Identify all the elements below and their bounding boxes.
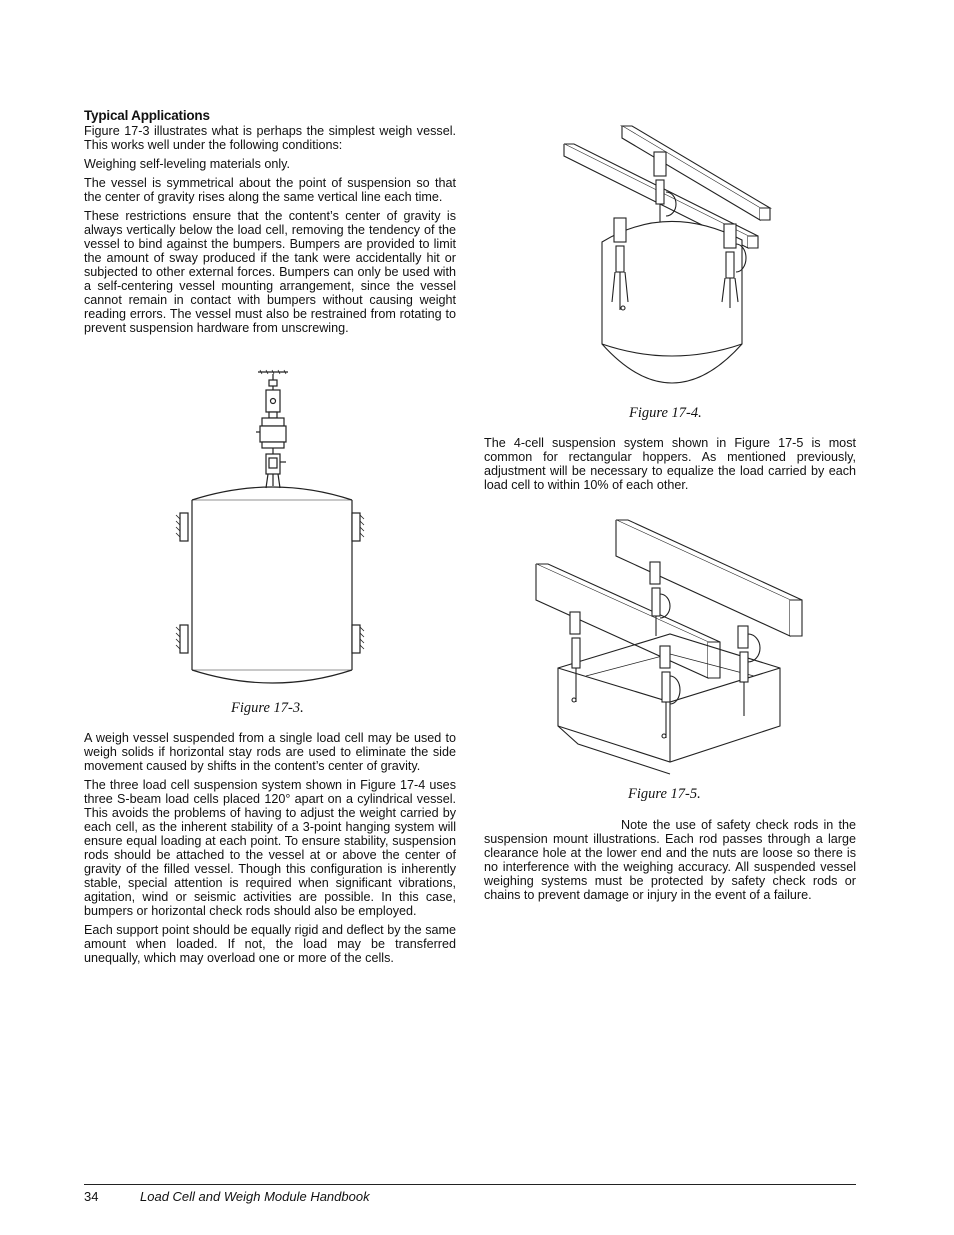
paragraph: The 4-cell suspension system shown in Figure 17-5 is most common for rectangular hoppers. As mentioned previously, adjustment will be necessary to equalize the load carried by each load cell to within 10% of each other. bbox=[484, 436, 856, 492]
figure-17-5-illustration bbox=[530, 516, 810, 776]
left-column-upper bbox=[84, 109, 456, 340]
figure-17-4-caption: Figure 17-4. bbox=[629, 405, 702, 421]
paragraph: A weigh vessel suspended from a single load cell may be used to weigh solids if horizontal stay rods are used to eliminate the side movement caused by shifts in the content’s center of gravity. bbox=[84, 731, 456, 773]
figure-17-4-illustration bbox=[560, 122, 780, 402]
right-column-lower bbox=[484, 818, 856, 907]
section-heading: Typical Applications bbox=[84, 108, 210, 123]
left-column-lower bbox=[84, 731, 456, 970]
figure-17-3-illustration bbox=[170, 370, 370, 680]
paragraph: Weighing self-leveling materials only. bbox=[84, 157, 291, 171]
footer-title: Load Cell and Weigh Module Handbook bbox=[140, 1189, 370, 1204]
page-number: 34 bbox=[84, 1189, 99, 1204]
paragraph: Note the use of safety check rods in the suspension mount illustrations. Each rod passes through a large clearance hole at the lower end and the nuts are loose so there is no interference with the weighing accuracy. All suspended vessel weighing systems must be protected by safety check rods or chains to prevent damage or injury in the event of a failure. bbox=[484, 818, 856, 902]
paragraph: Figure 17-3 illustrates what is perhaps the simplest weigh vessel. This works well under the following conditions: bbox=[84, 124, 456, 152]
paragraph: The three load cell suspension system shown in Figure 17-4 uses three S-beam load cells placed 120° apart on a cylindrical vessel. This avoids the problems of having to adjust the weight carried by each cell, as the inherent stability of a 3-point hanging system will ensure equal loading at each point. To ensure stability, suspension rods should be attached to the vessel at or above the center of gravity of the filled vessel. Though this configuration is inherently stable, special attention is required when significant vibrations, agitation, wind or seismic activities are possible. In this case, bumpers or horizontal check rods should also be employed. bbox=[84, 778, 456, 918]
paragraph: The vessel is symmetrical about the point of suspension so that the center of gravity rises along the same vertical line each time. bbox=[84, 176, 456, 204]
paragraph: These restrictions ensure that the content’s center of gravity is always vertically below the load cell, removing the tendency of the vessel to bind against the bumpers. Bumpers are provided to limit the amount of sway produced if the tank were accidentally hit or subjected to other external forces. Bumpers can only be used with a self-centering vessel mounting arrangement, since the vessel cannot remain in contact with bumpers without causing weight reading errors. The vessel must also be restrained from rotating to prevent suspension hardware from unscrewing. bbox=[84, 209, 456, 335]
footer-rule bbox=[84, 1184, 856, 1185]
figure-17-5-caption: Figure 17-5. bbox=[628, 786, 701, 802]
figure-17-3-caption: Figure 17-3. bbox=[231, 700, 304, 716]
right-column-upper bbox=[484, 436, 856, 497]
paragraph: Each support point should be equally rigid and deflect by the same amount when loaded. If not, the load may be transferred unequally, which may overload one or more of the cells. bbox=[84, 923, 456, 965]
